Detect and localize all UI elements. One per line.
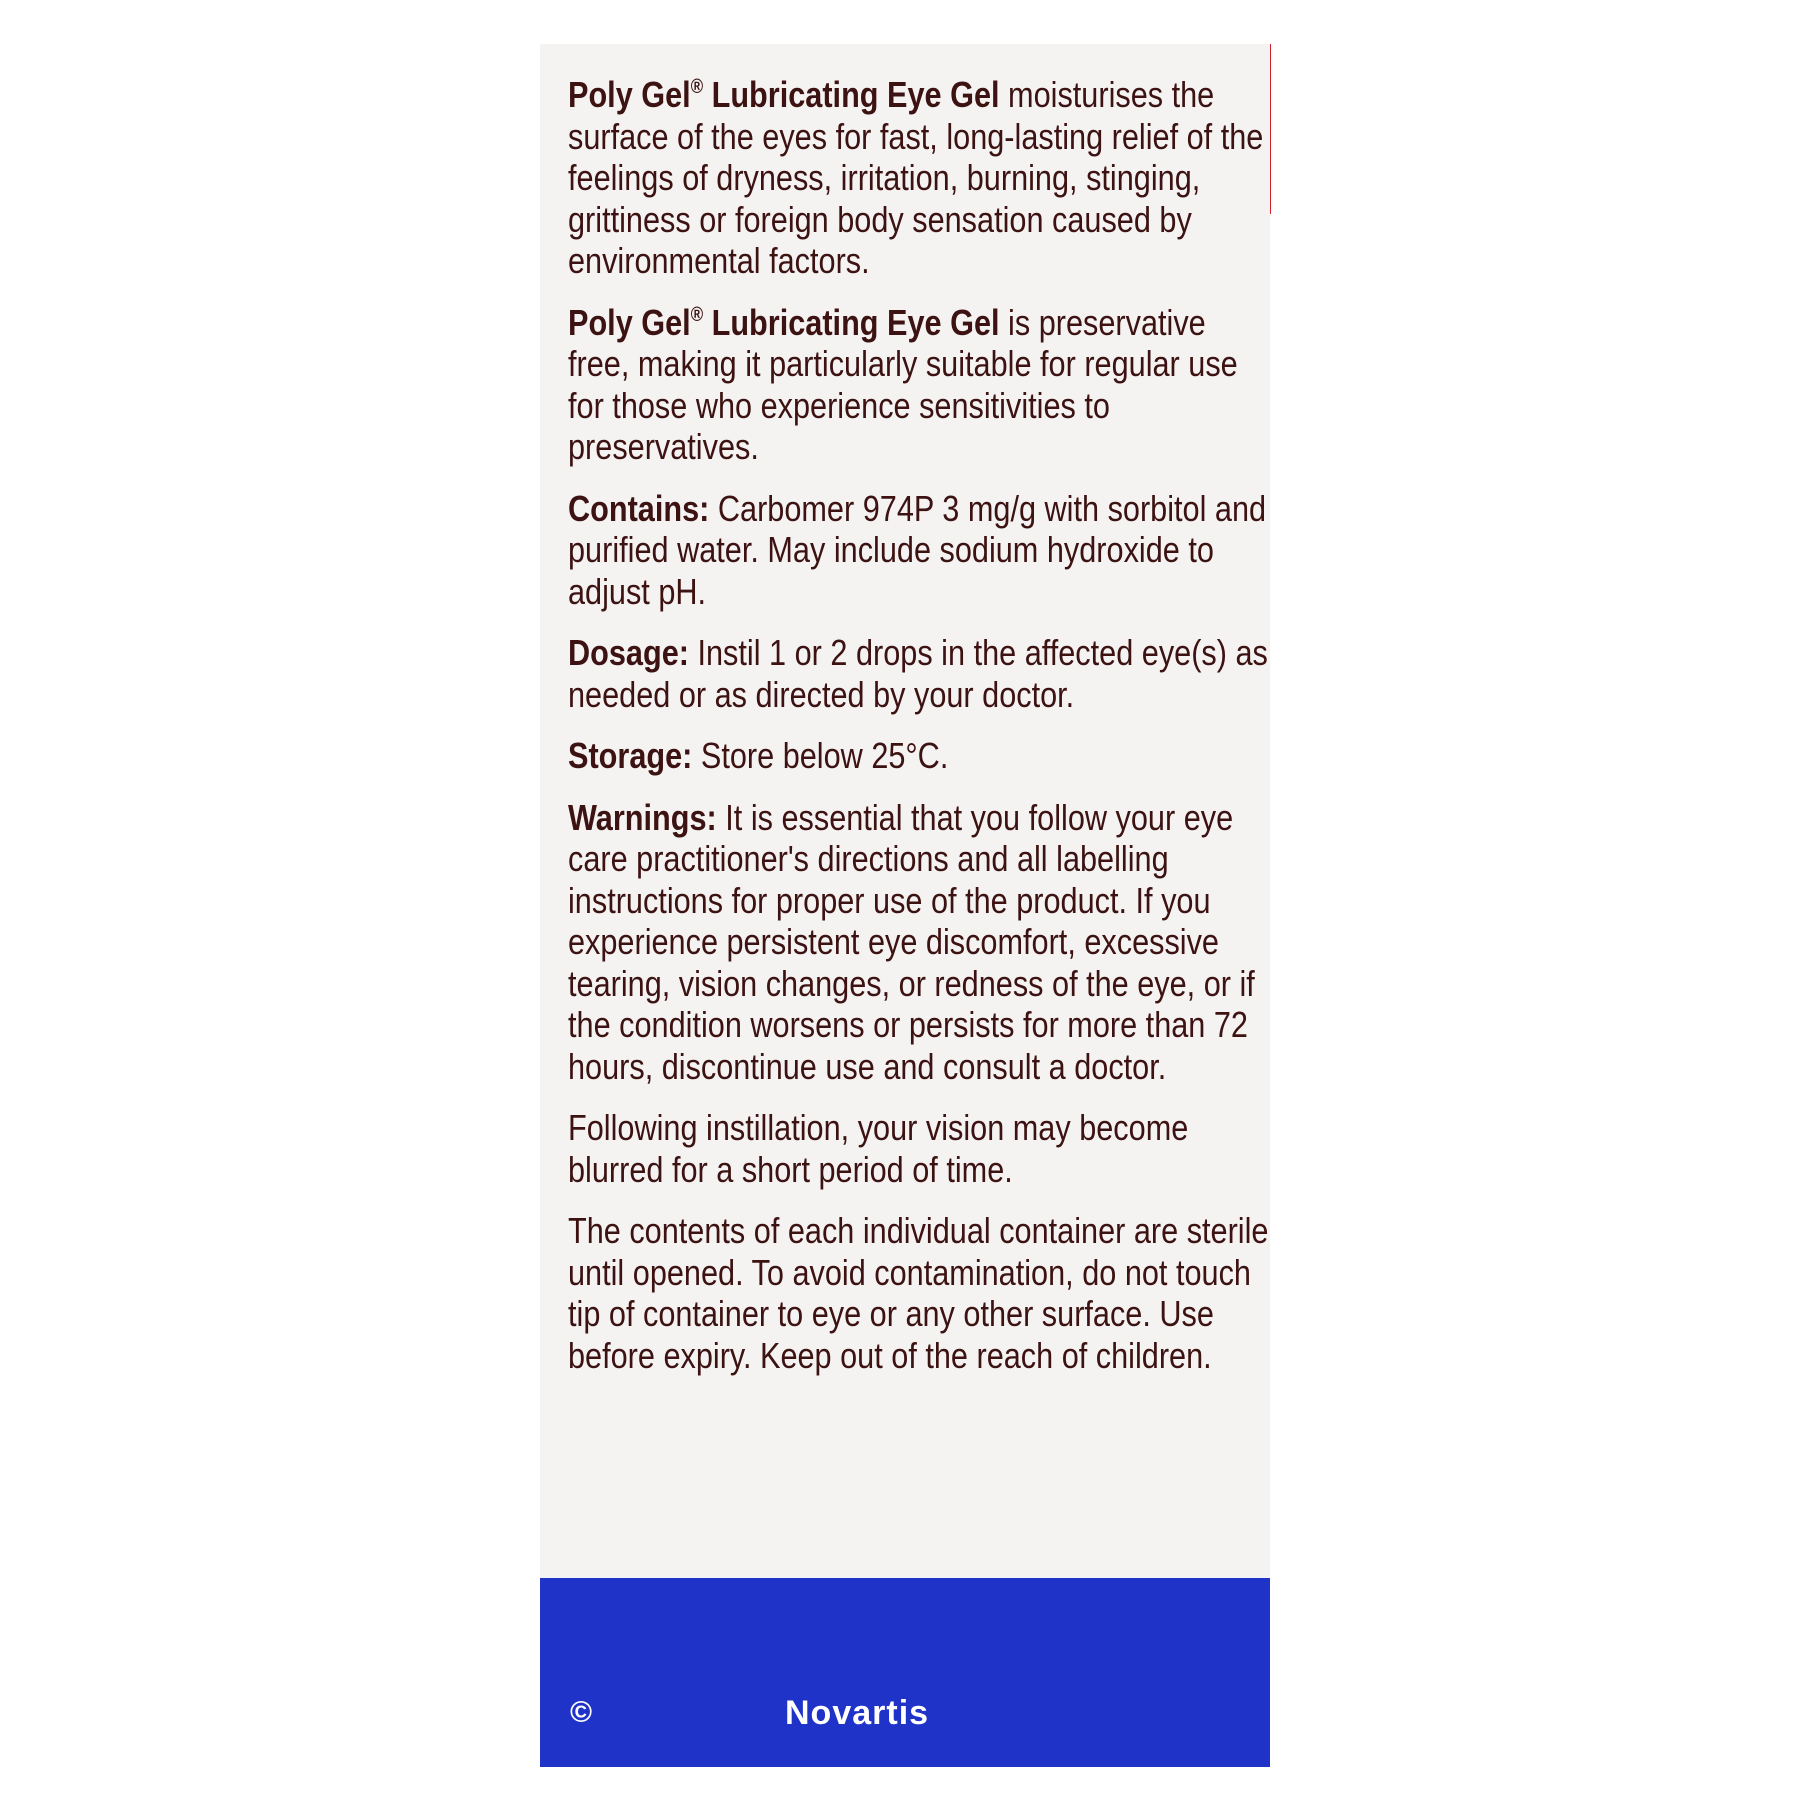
intro-1-text: moisturises the surface of the eyes for fast, long-lasting relief of the feelings of dryness, irritation, burning, stinging, grittiness or foreign body sensation caused by environmental factors. (568, 74, 1264, 281)
brand-name: Novartis (785, 1694, 930, 1732)
package-back-panel (540, 44, 1270, 1767)
product-name-rest: Lubricating Eye Gel (703, 74, 1000, 115)
blue-footer-band (540, 1578, 1270, 1767)
storage-paragraph (568, 735, 1270, 777)
registered-mark: ® (690, 76, 704, 98)
dosage-label: Dosage: (568, 632, 689, 673)
product-name-text: Poly Gel (568, 301, 691, 343)
registered-mark: ® (690, 303, 704, 326)
intro-paragraph-1 (568, 74, 1270, 282)
dosage-paragraph (568, 632, 1270, 715)
contains-label: Contains: (568, 487, 710, 529)
contains-text: Carbomer 974P 3 mg/g with sorbitol and purified water. May include sodium hydroxide to adjust pH. (568, 487, 1267, 612)
intro-paragraph-2 (568, 302, 1270, 468)
product-name (568, 74, 1000, 115)
product-name-rest: Lubricating Eye Gel (703, 301, 1000, 343)
sterile-paragraph: The contents of each individual container are sterile until opened. To avoid contamination, do not touch tip of container to eye or any other surface. Use before expiry. Keep out of the reach of children. (568, 1210, 1269, 1376)
copyright-symbol: © (570, 1696, 593, 1729)
dosage-text: Instil 1 or 2 drops in the affected eye(s) as needed or as directed by your doctor. (568, 632, 1268, 715)
warnings-paragraph (568, 797, 1270, 1088)
storage-text: Store below 25°C. (692, 735, 949, 776)
contains-paragraph (568, 488, 1270, 613)
product-name-text: Poly Gel (568, 74, 691, 115)
blur-paragraph: Following instillation, your vision may become blurred for a short period of time. (568, 1107, 1189, 1190)
warnings-text: It is essential that you follow your eye care practitioner's directions and all labelling instructions for proper use of the product. If you experience persistent eye discomfort, excessive tearing, vision changes, or redness of the eye, or if the condition worsens or persists for more than 72 hours, discontinue use and consult a doctor. (568, 796, 1255, 1087)
storage-label: Storage: (568, 735, 693, 776)
warnings-label: Warnings: (568, 796, 717, 838)
intro-2-text: is preservative free, making it particularly suitable for regular use for those who experience sensitivities to preservatives. (568, 301, 1238, 467)
product-name (568, 302, 1000, 343)
label-text-column (568, 74, 1270, 1396)
